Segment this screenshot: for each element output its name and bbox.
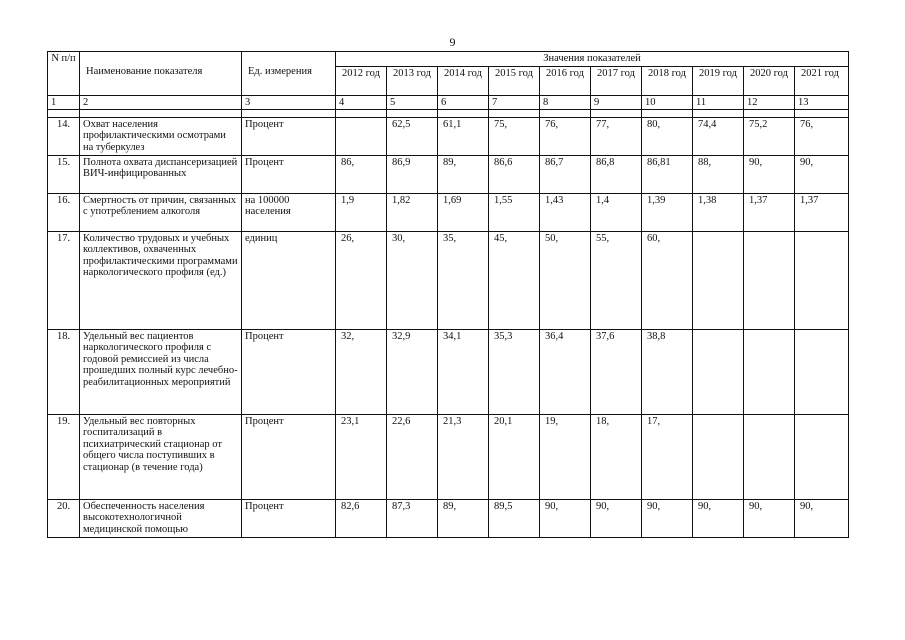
year-header: 2012 год — [336, 66, 387, 95]
unit-cell: Процент — [242, 499, 336, 537]
value-cell: 60, — [642, 231, 693, 329]
column-numbers-row — [48, 95, 849, 109]
unit-cell: Процент — [242, 117, 336, 155]
value-cell: 76, — [795, 117, 849, 155]
value-cell: 1,37 — [795, 193, 849, 231]
page-number: 9 — [449, 35, 456, 49]
value-cell — [693, 329, 744, 414]
value-cell: 26, — [336, 231, 387, 329]
row-number: 15. — [48, 155, 80, 193]
value-cell: 90, — [795, 155, 849, 193]
value-cell: 80, — [642, 117, 693, 155]
table-row — [48, 193, 849, 231]
value-cell: 1,82 — [387, 193, 438, 231]
column-number: 9 — [591, 95, 642, 109]
column-number: 10 — [642, 95, 693, 109]
value-cell: 90, — [693, 499, 744, 537]
column-number: 7 — [489, 95, 540, 109]
value-cell: 90, — [744, 499, 795, 537]
unit-cell: Процент — [242, 414, 336, 499]
row-number: 14. — [48, 117, 80, 155]
value-cell: 1,4 — [591, 193, 642, 231]
year-header: 2015 год — [489, 66, 540, 95]
column-number: 1 — [48, 95, 80, 109]
value-cell: 55, — [591, 231, 642, 329]
value-cell: 18, — [591, 414, 642, 499]
value-cell — [795, 329, 849, 414]
indicator-name: Количество трудовых и учебных коллективов, охваченных профилактическими программами наркологического профиля (ед.) — [80, 231, 242, 329]
column-number: 8 — [540, 95, 591, 109]
column-number: 5 — [387, 95, 438, 109]
value-cell: 20,1 — [489, 414, 540, 499]
value-cell: 77, — [591, 117, 642, 155]
unit-cell: единиц — [242, 231, 336, 329]
value-cell: 22,6 — [387, 414, 438, 499]
value-cell: 88, — [693, 155, 744, 193]
value-cell: 90, — [591, 499, 642, 537]
unit-cell: Процент — [242, 329, 336, 414]
header-row — [48, 52, 849, 67]
value-cell: 86,6 — [489, 155, 540, 193]
table-row — [48, 155, 849, 193]
year-header: 2021 год — [795, 66, 849, 95]
value-cell: 17, — [642, 414, 693, 499]
value-cell: 1,55 — [489, 193, 540, 231]
value-cell: 74,4 — [693, 117, 744, 155]
table-row — [48, 499, 849, 537]
value-cell: 23,1 — [336, 414, 387, 499]
value-cell: 82,6 — [336, 499, 387, 537]
row-number: 19. — [48, 414, 80, 499]
indicator-name: Смертность от причин, связанных с употреблением алкоголя — [80, 193, 242, 231]
year-header: 2016 год — [540, 66, 591, 95]
year-header: 2020 год — [744, 66, 795, 95]
indicator-name: Охват населения профилактическими осмотрами на туберкулез — [80, 117, 242, 155]
value-cell: 89, — [438, 499, 489, 537]
separator-row — [48, 109, 849, 117]
value-cell — [795, 414, 849, 499]
table-row — [48, 117, 849, 155]
value-cell: 35,3 — [489, 329, 540, 414]
year-header: 2018 год — [642, 66, 693, 95]
value-cell — [744, 231, 795, 329]
value-cell: 1,9 — [336, 193, 387, 231]
value-cell: 1,38 — [693, 193, 744, 231]
column-number: 4 — [336, 95, 387, 109]
value-cell — [693, 231, 744, 329]
indicator-name: Удельный вес повторных госпитализаций в психиатрический стационар от общего числа поступивших в стационар (в течение года) — [80, 414, 242, 499]
year-header: 2017 год — [591, 66, 642, 95]
column-number: 13 — [795, 95, 849, 109]
unit-cell: на 100000 населения — [242, 193, 336, 231]
header-values: Значения показателей — [336, 52, 849, 67]
value-cell: 86,8 — [591, 155, 642, 193]
column-number: 12 — [744, 95, 795, 109]
indicators-table — [47, 51, 849, 538]
year-header: 2013 год — [387, 66, 438, 95]
value-cell: 50, — [540, 231, 591, 329]
value-cell: 76, — [540, 117, 591, 155]
value-cell: 45, — [489, 231, 540, 329]
value-cell: 36,4 — [540, 329, 591, 414]
table-body — [48, 117, 849, 537]
value-cell: 86, — [336, 155, 387, 193]
value-cell — [693, 414, 744, 499]
value-cell — [795, 231, 849, 329]
value-cell: 19, — [540, 414, 591, 499]
year-header: 2019 год — [693, 66, 744, 95]
value-cell: 32,9 — [387, 329, 438, 414]
value-cell: 90, — [642, 499, 693, 537]
value-cell: 75, — [489, 117, 540, 155]
value-cell: 87,3 — [387, 499, 438, 537]
value-cell: 1,43 — [540, 193, 591, 231]
value-cell: 86,9 — [387, 155, 438, 193]
value-cell: 38,8 — [642, 329, 693, 414]
value-cell: 86,7 — [540, 155, 591, 193]
indicator-name: Удельный вес пациентов наркологического профиля с годовой ремиссией из числа прошедших полный курс лечебно-реабилитационных мероприятий — [80, 329, 242, 414]
value-cell: 30, — [387, 231, 438, 329]
value-cell: 37,6 — [591, 329, 642, 414]
unit-cell: Процент — [242, 155, 336, 193]
value-cell — [336, 117, 387, 155]
column-number: 6 — [438, 95, 489, 109]
value-cell: 1,69 — [438, 193, 489, 231]
indicator-name: Полнота охвата диспансеризацией ВИЧ-инфицированных — [80, 155, 242, 193]
year-header: 2014 год — [438, 66, 489, 95]
value-cell: 1,37 — [744, 193, 795, 231]
value-cell: 90, — [744, 155, 795, 193]
value-cell: 62,5 — [387, 117, 438, 155]
column-number: 2 — [80, 95, 242, 109]
value-cell: 34,1 — [438, 329, 489, 414]
value-cell: 75,2 — [744, 117, 795, 155]
row-number: 18. — [48, 329, 80, 414]
value-cell: 89, — [438, 155, 489, 193]
indicator-name: Обеспеченность населения высокотехнологичной медицинской помощью — [80, 499, 242, 537]
value-cell: 21,3 — [438, 414, 489, 499]
column-number: 3 — [242, 95, 336, 109]
value-cell: 32, — [336, 329, 387, 414]
header-name: Наименование показателя — [80, 52, 242, 96]
row-number: 16. — [48, 193, 80, 231]
value-cell — [744, 329, 795, 414]
value-cell — [744, 414, 795, 499]
row-number: 17. — [48, 231, 80, 329]
row-number: 20. — [48, 499, 80, 537]
table-row — [48, 231, 849, 329]
column-number: 11 — [693, 95, 744, 109]
table-row — [48, 329, 849, 414]
value-cell: 1,39 — [642, 193, 693, 231]
value-cell: 35, — [438, 231, 489, 329]
header-no: N п/п — [48, 52, 80, 96]
value-cell: 90, — [540, 499, 591, 537]
table-row — [48, 414, 849, 499]
header-unit: Ед. измерения — [242, 52, 336, 96]
value-cell: 89,5 — [489, 499, 540, 537]
value-cell: 86,81 — [642, 155, 693, 193]
value-cell: 61,1 — [438, 117, 489, 155]
value-cell: 90, — [795, 499, 849, 537]
